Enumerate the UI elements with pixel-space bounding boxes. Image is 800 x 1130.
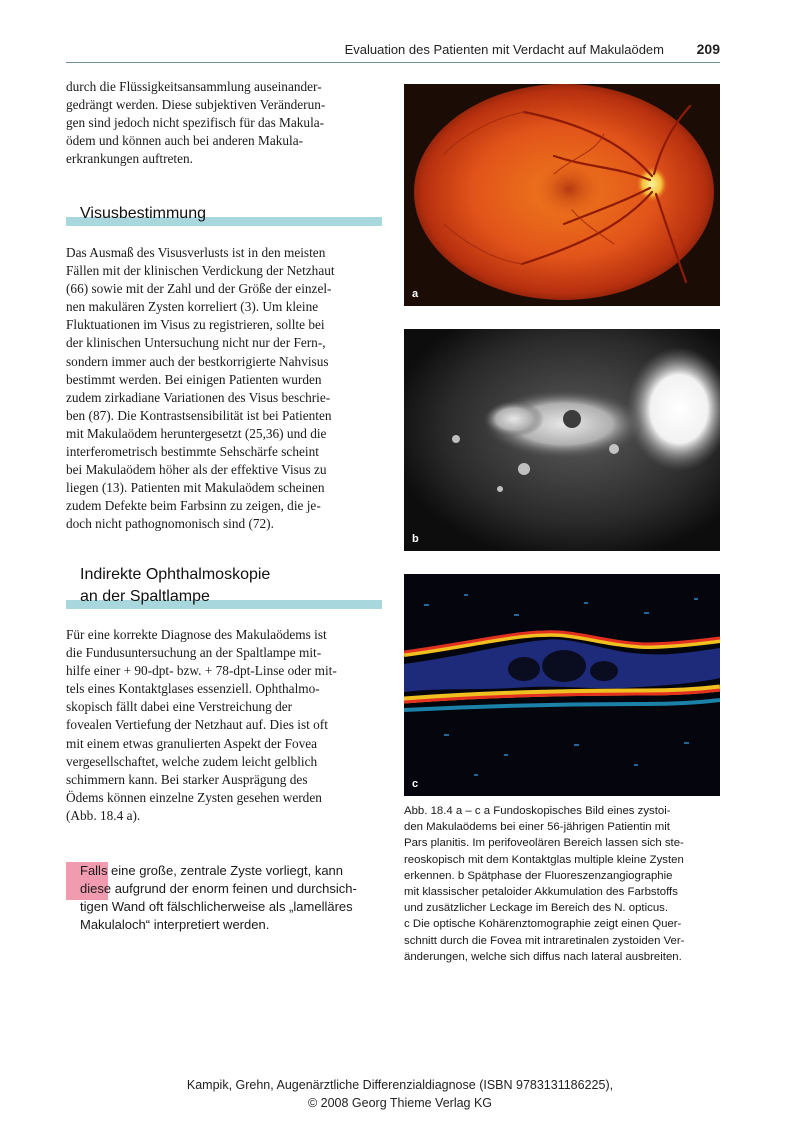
figure-a-fundus-photo — [404, 84, 720, 306]
caption-line: Abb. 18.4 a – c a Fundoskopisches Bild eines zystoi- — [404, 805, 671, 817]
figure-caption — [404, 803, 720, 965]
section-heading-text-line2: an der Spaltlampe — [80, 588, 210, 605]
text-line: Fällen mit der klinischen Verdickung der Netzhaut — [66, 263, 335, 279]
angiography-image — [404, 329, 720, 551]
text-line: hilfe einer + 90-dpt- bzw. + 78-dpt-Linse oder mit- — [66, 663, 337, 679]
highlight-note — [66, 862, 382, 934]
text-line: erkrankungen auftreten. — [66, 151, 193, 167]
text-line: sondern immer auch der bestkorrigierte Nahvisus — [66, 353, 329, 369]
page-number: 209 — [696, 41, 720, 57]
text-line: ben (87). Die Kontrastsensibilität ist bei Patienten — [66, 407, 332, 423]
text-line: (66) sowie mit der Zahl und der Größe der einzel- — [66, 281, 332, 297]
figure-c-oct — [404, 574, 720, 796]
section-heading-text: Visusbestimmung — [80, 205, 206, 222]
text-line: bestimmt werden. Bei einigen Patienten wurden — [66, 371, 322, 387]
caption-line: schnitt durch die Fovea mit intraretinalen zystoiden Ver- — [404, 934, 685, 947]
figure-label-a: a — [412, 288, 419, 300]
note-line: Falls eine große, zentrale Zyste vorliegt, kann — [80, 863, 344, 878]
text-line: tels eines Kontaktglases essenziell. Ophthalmo- — [66, 681, 320, 697]
text-line: zudem Defekte beim Farbsinn zu zeigen, die je- — [66, 498, 321, 514]
text-line: (Abb. 18.4 a). — [66, 807, 141, 823]
caption-line: den Makulaödems bei einer 56-jährigen Patientin mit — [404, 821, 670, 834]
text-line: Das Ausmaß des Visusverlusts ist in den meisten — [66, 245, 326, 260]
text-line: zudem zirkadiane Variationen des Visus beschrie- — [66, 389, 331, 405]
caption-line: reoskopisch mit dem Kontaktglas multiple kleine Zysten — [404, 853, 684, 866]
caption-line: Pars planitis. Im perifoveolären Bereich lassen sich ste- — [404, 837, 684, 850]
text-line: mit einem etwas granulierten Aspekt der Fovea — [66, 735, 318, 751]
text-line: nen makulären Zysten korreliert (3). Um kleine — [66, 299, 319, 315]
text-line: skopisch fällt dabei eine Verstreichung der — [66, 699, 293, 715]
figure-label-c: c — [412, 778, 419, 790]
text-line: vergesellschaftet, welche zudem leicht gelblich — [66, 753, 318, 769]
note-line: diese aufgrund der enorm feinen und durchsich- — [80, 881, 357, 896]
caption-line: änderungen, welche sich diffus nach lateral ausbreiten. — [404, 950, 682, 963]
footer-copyright: © 2008 Georg Thieme Verlag KG — [307, 1096, 493, 1110]
text-line: der klinischen Untersuchung nicht nur der Fern-, — [66, 335, 326, 351]
section-heading-text-line1: Indirekte Ophthalmoskopie — [80, 566, 271, 583]
text-line: gedrängt werden. Diese subjektiven Veränderun- — [66, 97, 326, 113]
text-line: mit Makulaödem heruntergesetzt (25,36) und die — [66, 425, 327, 441]
caption-line: c Die optische Kohärenztomographie zeigt einen Quer- — [404, 918, 682, 931]
footer-citation: Kampik, Grehn, Augenärztliche Differenzialdiagnose (ISBN 9783131186225), — [186, 1078, 614, 1092]
text-line: ödem und können auch bei anderen Makula- — [66, 133, 304, 149]
text-line: interferometrisch bestimmte Sehschärfe scheint — [66, 444, 319, 460]
note-line: Makulaloch“ interpretiert werden. — [80, 917, 270, 932]
figure-label-b: b — [412, 533, 419, 545]
note-line: tigen Wand oft fälschlicherweise als „lamelläres — [80, 899, 353, 914]
text-line: Fluktuationen im Visus zu registrieren, sollte bei — [66, 317, 325, 333]
caption-line: mit klassischer petaloider Akkumulation des Farbstoffs — [404, 886, 678, 899]
text-line: schimmern kann. Bei starker Ausprägung des — [66, 771, 308, 787]
oct-image — [404, 574, 720, 796]
text-line: durch die Flüssigkeitsansammlung auseinander- — [66, 79, 322, 94]
fundus-image — [404, 84, 720, 306]
text-line: liegen (13). Patienten mit Makulaödem scheinen — [66, 480, 325, 496]
running-header-title: Evaluation des Patienten mit Verdacht auf Makulaödem — [344, 42, 664, 57]
text-line: Für eine korrekte Diagnose des Makulaödems ist — [66, 627, 327, 642]
figure-b-angiography — [404, 329, 720, 551]
text-line: Ödems können einzelne Zysten gesehen werden — [66, 789, 322, 805]
running-header — [66, 38, 720, 63]
section1-paragraph — [66, 244, 382, 534]
text-line: die Fundusuntersuchung an der Spaltlampe mit- — [66, 645, 322, 661]
text-line: bei Makulaödem höher als der effektive Visus zu — [66, 462, 327, 478]
section2-paragraph — [66, 626, 382, 825]
intro-paragraph — [66, 78, 382, 168]
text-line: fovealen Vertiefung der Netzhaut auf. Dies ist oft — [66, 717, 328, 733]
section-heading-visusbestimmung — [66, 205, 382, 229]
caption-line: und zusätzlicher Leckage im Bereich des N. opticus. — [404, 902, 669, 915]
text-line: gen sind jedoch nicht spezifisch für das Makula- — [66, 115, 325, 131]
section-heading-ophthalmoskopie — [66, 566, 382, 612]
caption-line: erkennen. b Spätphase der Fluoreszenzangiographie — [404, 869, 673, 882]
text-line: doch nicht pathognomonisch sind (72). — [66, 516, 274, 532]
